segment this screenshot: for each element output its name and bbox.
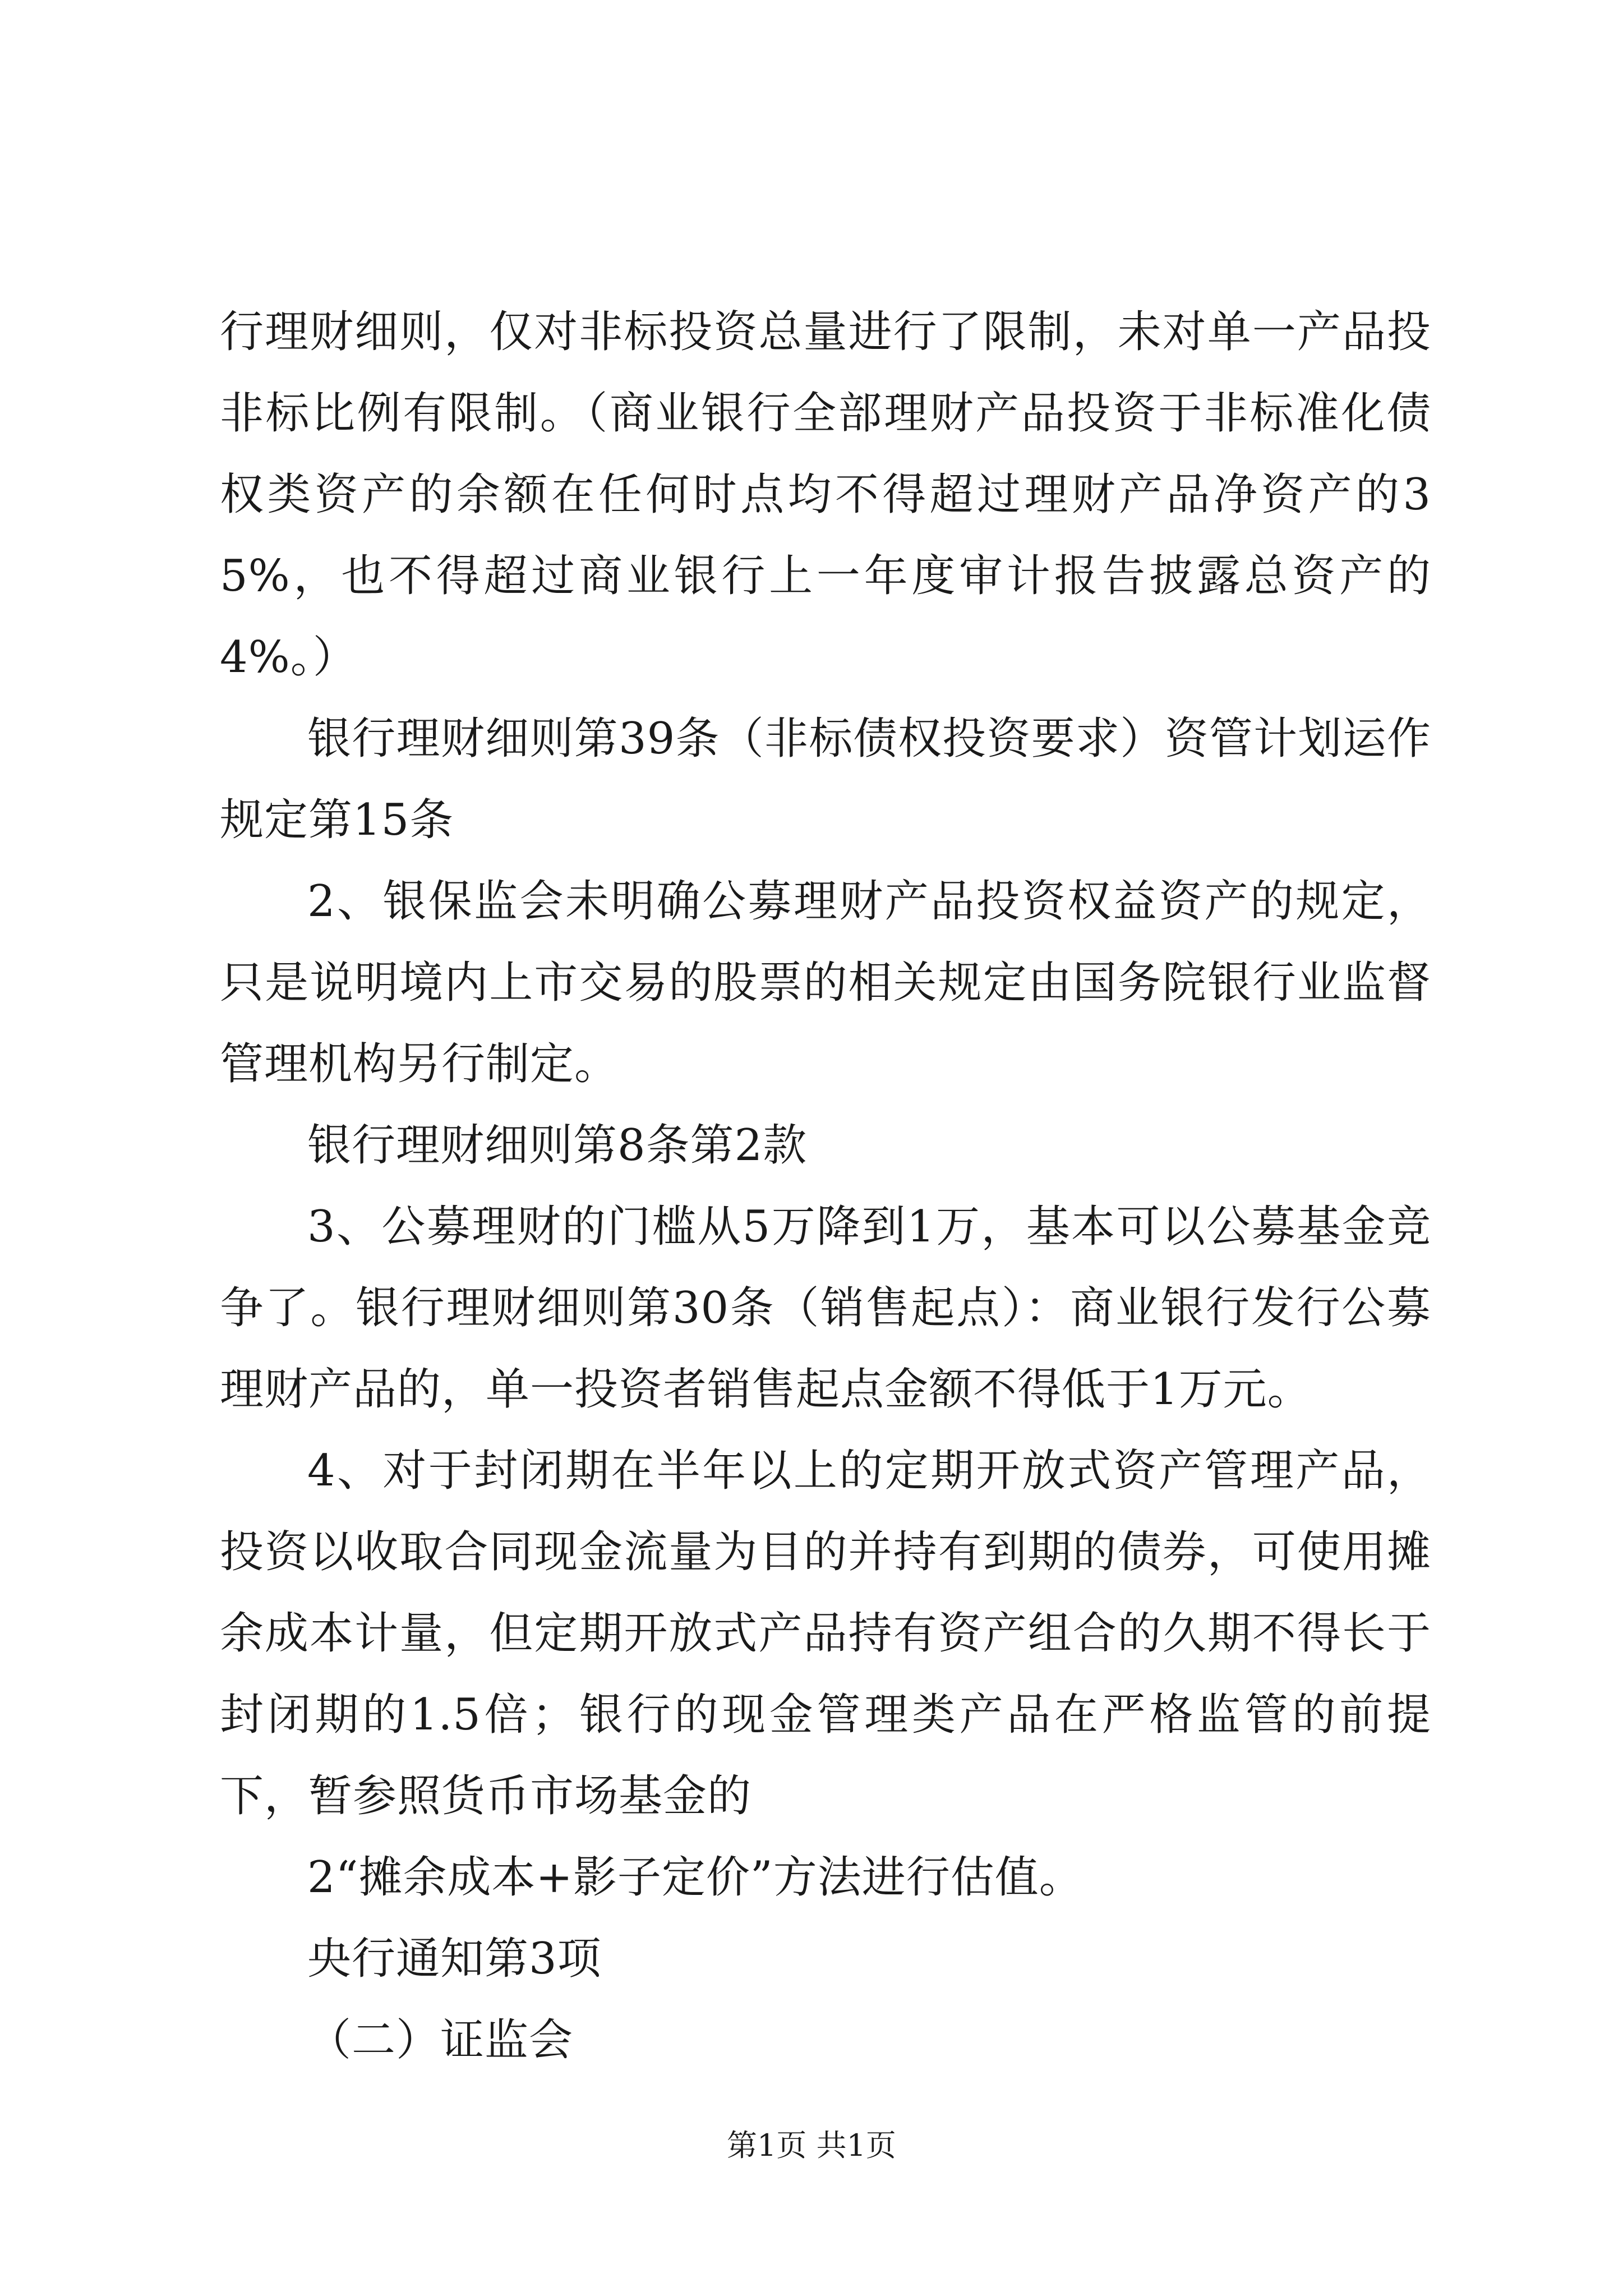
paragraph-item-3: 3、公募理财的门槛从5万降到1万，基本可以公募基金竞争了。银行理财细则第30条（销售起点）：商业银行发行公募理财产品的，单一投资者销售起点金额不得低于1万元。 [220,1202,1431,1415]
paragraph-item-2: 2、银保监会未明确公募理财产品投资权益资产的规定，只是说明境内上市交易的股票的相关规定由国务院银行业监督管理机构另行制定。 [220,876,1431,1089]
paragraph-reference-8: 银行理财细则第8条第2款 [307,1120,808,1171]
paragraph-valuation: 2“摊余成本+影子定价”方法进行估值。 [307,1852,1083,1903]
section-heading: （二）证监会 [307,2015,574,2065]
paragraph-central-bank-ref: 央行通知第3项 [307,1934,602,1984]
paragraph-item-4: 4、对于封闭期在半年以上的定期开放式资产管理产品，投资以收取合同现金流量为目的并持有到期的债券，可使用摊余成本计量，但定期开放式产品持有资产组合的久期不得长于封闭期的1.5倍；银行的现金管理类产品在严格监管的前提下，暂参照货币市场基金的 [220,1446,1431,1821]
page-footer: 第1页 共1页 [727,2128,896,2163]
paragraph-reference-39: 银行理财细则第39条（非标债权投资要求）资管计划运作规定第15条 [220,714,1431,845]
paragraph-continuation: 行理财细则，仅对非标投资总量进行了限制，未对单一产品投非标比例有限制。（商业银行全部理财产品投资于非标准化债权类资产的余额在任何时点均不得超过理财产品净资产的35%，也不得超过商业银行上一年度审计报告披露总资产的4%。） [220,307,1431,683]
document-body [220,292,1431,2081]
